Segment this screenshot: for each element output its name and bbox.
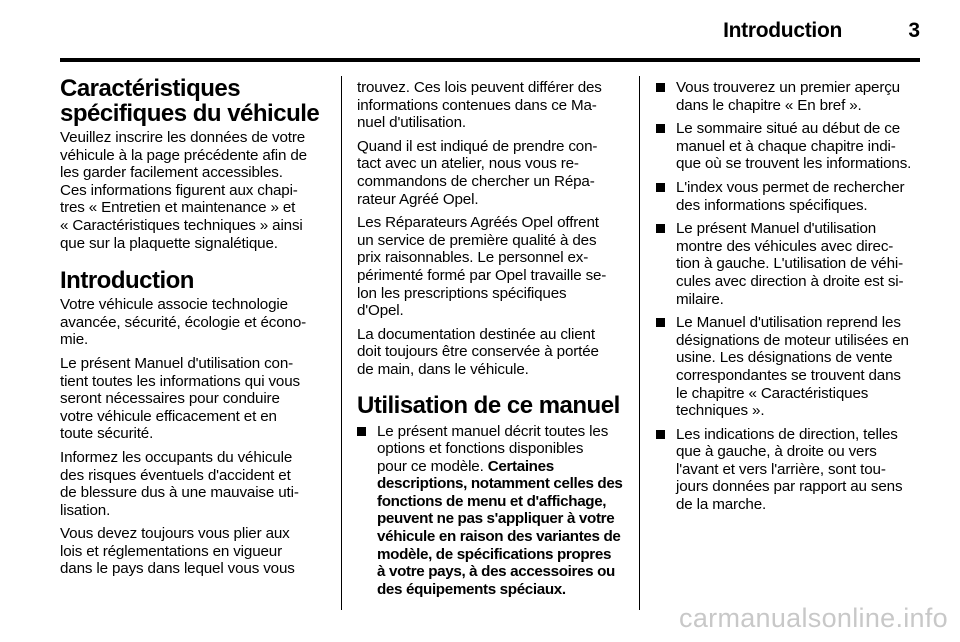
text-line: toute sécurité.	[60, 425, 154, 443]
bullet-item	[656, 179, 924, 214]
text-line: Vous trouverez un premier aperçu	[676, 79, 900, 96]
text-line: lisation.	[60, 501, 111, 519]
column-divider	[639, 76, 640, 610]
paragraph	[357, 79, 631, 132]
text-line: Le présent manuel décrit toutes les	[377, 422, 609, 440]
text-line: Les indications de direction, telles	[676, 425, 898, 443]
paragraph	[357, 214, 631, 320]
text-line: cules avec direction à droite est si-	[676, 272, 904, 290]
text-line: que à gauche, à droite ou vers	[676, 443, 877, 461]
text-line-mixed	[377, 458, 631, 476]
text-line: Le présent Manuel d'utilisation con-	[60, 354, 294, 372]
text-line: Ces informations figurent aux chapi-	[60, 181, 298, 199]
header-rule	[60, 58, 920, 62]
paragraph	[357, 326, 631, 379]
bullet-item	[656, 79, 924, 114]
text-line: avancée, sécurité, écologie et écono-	[60, 313, 307, 331]
paragraph	[60, 296, 330, 349]
text-line-bold: modèle, de spécifications propres	[377, 545, 612, 563]
text-line: l'avant et vers l'arrière, sont tou-	[676, 460, 886, 478]
bullet-square-icon	[656, 318, 665, 327]
text-line: correspondantes se trouvent dans	[676, 366, 901, 384]
text-line: tion à gauche. L'utilisation de véhi-	[676, 255, 904, 273]
bullet-item	[656, 426, 924, 514]
text-line: de blessure dus à une mauvaise uti-	[60, 484, 299, 502]
heading-line: Caractéristiques	[60, 75, 241, 102]
section-heading-introduction: Introduction	[60, 267, 194, 295]
bullet-square-icon	[357, 427, 366, 436]
text-line: doit toujours être conservée à portée	[357, 343, 599, 361]
bullet-square-icon	[656, 83, 665, 92]
heading-line: spécifiques du véhicule	[60, 100, 320, 127]
text-line: Votre véhicule associe technologie	[60, 296, 288, 314]
text-line: lon les prescriptions spécifiques	[357, 284, 567, 302]
text-line: Informez les occupants du véhicule	[60, 448, 293, 466]
text-line: « Caractéristiques techniques » ainsi	[60, 216, 303, 234]
column-middle	[357, 79, 631, 604]
text-line: les garder facilement accessibles.	[60, 164, 283, 182]
text-line-bold: peuvent ne pas s'appliquer à votre	[377, 510, 615, 528]
bullet-item	[656, 120, 924, 173]
paragraph	[60, 355, 330, 443]
paragraph	[60, 449, 330, 519]
text-line: dans le pays dans lequel vous vous	[60, 560, 295, 578]
column-left	[60, 76, 330, 584]
bullet-square-icon	[656, 430, 665, 439]
text-line: de main, dans le véhicule.	[357, 360, 529, 378]
text-normal: pour ce modèle.	[377, 457, 488, 475]
text-line: des risques éventuels d'accident et	[60, 466, 291, 484]
text-line: rateur Agréé Opel.	[357, 190, 479, 208]
column-divider	[341, 76, 342, 610]
text-line: lois et réglementations en vigueur	[60, 542, 283, 560]
text-line: que où se trouvent les informations.	[676, 155, 912, 173]
bullet-item	[357, 423, 631, 599]
text-line: Le Manuel d'utilisation reprend les	[676, 314, 901, 332]
text-line: montre des véhicules avec direc-	[676, 237, 894, 255]
text-line: seront nécessaires pour conduire	[60, 390, 280, 408]
text-line: nuel d'utilisation.	[357, 114, 466, 132]
text-line: manuel et à chaque chapitre indi-	[676, 137, 896, 155]
page-number: 3	[908, 19, 920, 42]
text-line: périmenté formé par Opel travaille se-	[357, 266, 607, 284]
text-line-bold: à votre pays, à des accessoires ou	[377, 563, 615, 581]
section-heading-vehicle-specs	[60, 76, 330, 126]
text-line: mie.	[60, 331, 89, 349]
text-line: tres « Entretien et maintenance » et	[60, 199, 296, 217]
section-heading-manual-usage: Utilisation de ce manuel	[357, 391, 620, 419]
bullet-square-icon	[656, 224, 665, 233]
text-line: des informations spécifiques.	[676, 196, 868, 214]
text-line: Vous devez toujours vous plier aux	[60, 525, 290, 543]
column-right	[656, 79, 924, 520]
text-line: tact avec un atelier, nous vous re-	[357, 155, 579, 173]
text-bold: Certaines	[487, 457, 554, 475]
text-line: techniques ».	[676, 402, 765, 420]
paragraph	[357, 138, 631, 208]
text-line: usine. Les désignations de vente	[676, 349, 893, 367]
text-line-bold: des équipements spéciaux.	[377, 580, 566, 598]
text-line: La documentation destinée au client	[357, 325, 595, 343]
text-line: L'index vous permet de rechercher	[676, 178, 905, 196]
text-line: informations contenues dans ce Ma-	[357, 96, 597, 114]
text-line: options et fonctions disponibles	[377, 440, 584, 458]
text-line: milaire.	[676, 290, 724, 308]
bullet-item	[656, 220, 924, 308]
text-line: le chapitre « Caractéristiques	[676, 384, 869, 402]
text-line-bold: descriptions, notamment celles des	[377, 475, 623, 493]
bullet-square-icon	[656, 124, 665, 133]
text-line-bold: fonctions de menu et d'affichage,	[377, 492, 607, 510]
text-line: désignations de moteur utilisées en	[676, 331, 909, 349]
text-line: Les Réparateurs Agréés Opel offrent	[357, 214, 599, 232]
text-line: commandons de chercher un Répa-	[357, 172, 595, 190]
bullet-item	[656, 314, 924, 420]
text-line-bold: véhicule en raison des variantes de	[377, 528, 621, 546]
paragraph	[60, 525, 330, 578]
watermark: carmanualsonline.info	[679, 603, 948, 633]
text-line: votre véhicule efficacement et en	[60, 407, 277, 425]
text-line: dans le chapitre « En bref ».	[676, 96, 862, 114]
text-line: jours données par rapport au sens	[676, 478, 903, 496]
text-line: d'Opel.	[357, 302, 404, 320]
text-line: un service de première qualité à des	[357, 231, 597, 249]
text-line: prix raisonnables. Le personnel ex-	[357, 249, 589, 267]
text-line: Le sommaire situé au début de ce	[676, 120, 900, 138]
text-line: Quand il est indiqué de prendre con-	[357, 137, 598, 155]
text-line: tient toutes les informations qui vous	[60, 372, 300, 390]
paragraph	[60, 129, 330, 252]
text-line: trouvez. Ces lois peuvent différer des	[357, 79, 602, 96]
text-line: que sur la plaquette signalétique.	[60, 234, 278, 252]
text-line: de la marche.	[676, 496, 767, 514]
text-line: Veuillez inscrire les données de votre	[60, 129, 306, 146]
text-line: Le présent Manuel d'utilisation	[676, 220, 877, 238]
bullet-square-icon	[656, 183, 665, 192]
text-line: véhicule à la page précédente afin de	[60, 146, 307, 164]
header-title: Introduction	[723, 19, 842, 42]
